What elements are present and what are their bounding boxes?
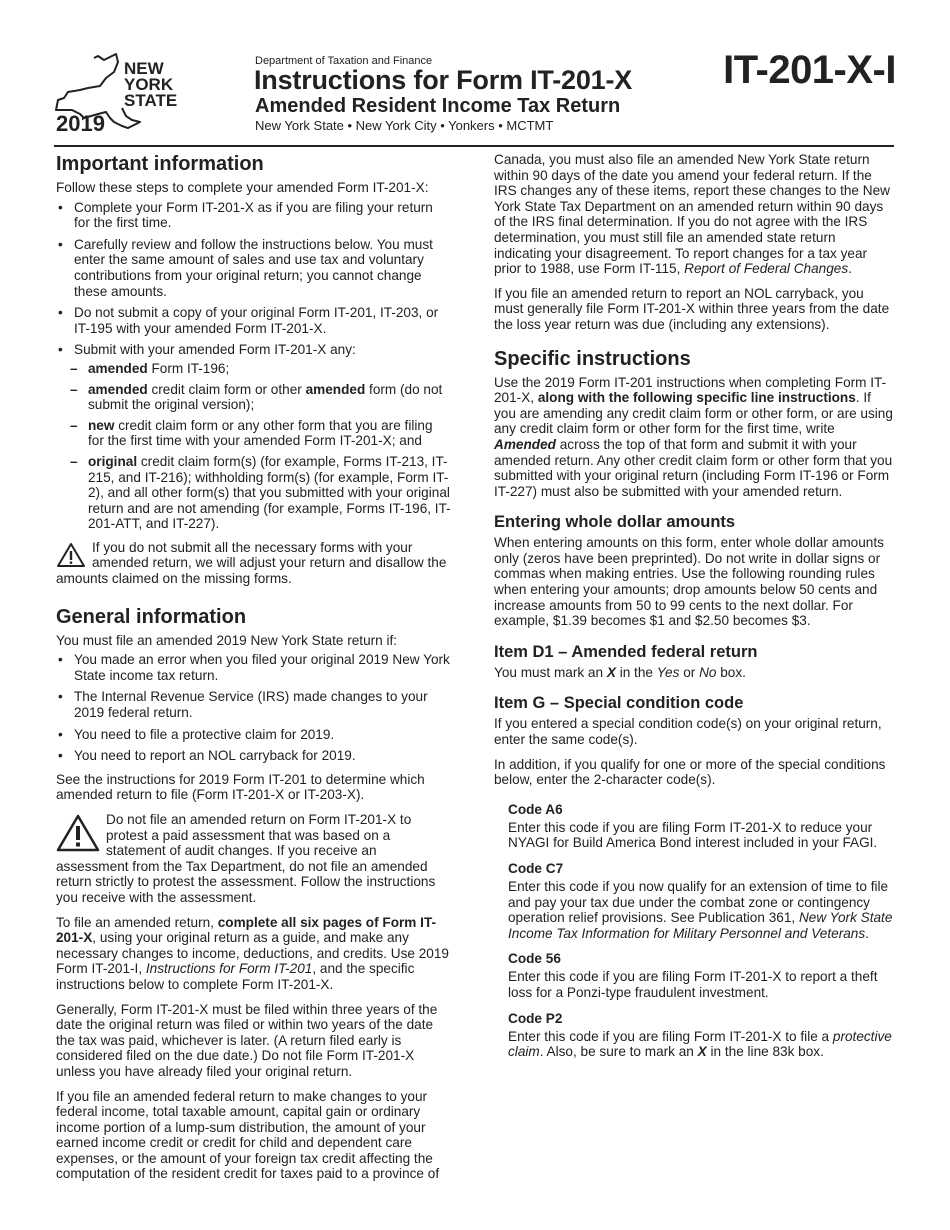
- whole-dollar-paragraph: When entering amounts on this form, enter whole dollar amounts only (zeros have been preprinted). Do not write in dollar signs or commas when making entries. Use the following rounding rules when entering your amounts; drop amounts below 50 cents and increase amounts from 50 to 99 cents to the next dollar. For example, $1.39 becomes $1 and $2.50 becomes $3.: [494, 535, 884, 629]
- list-item-text: Submit with your amended Form IT-201-X any:: [74, 342, 356, 358]
- department-name: Department of Taxation and Finance: [255, 55, 433, 67]
- whole-dollar-section: [494, 513, 896, 629]
- code-text: [508, 879, 896, 941]
- list-item: • You need to file a protective claim for 2019.: [56, 727, 452, 743]
- text: credit claim form(s) (for example, Forms IT-213, IT-215, and IT-216); withholding form(s) (for example, Form IT-2), and all other form(s) that you submitted with your original return and are not amending (for example, Forms IT-196, IT-201-ATT, and IT-227).: [88, 453, 451, 532]
- code-title: Code C7: [508, 861, 564, 876]
- text: box.: [716, 664, 746, 680]
- bold-italic-text: X: [606, 664, 616, 680]
- text: . If you are amending any credit claim form or other form, or are using any credit claim form or other form for the first time, write: [494, 390, 893, 437]
- code-p2: [508, 1011, 896, 1060]
- item-d1-paragraph: [494, 665, 896, 681]
- code-title: Code A6: [508, 801, 563, 817]
- new-york-state-logo: [54, 52, 184, 134]
- text: , and the specific instructions below to complete Form IT-201-X.: [56, 961, 415, 992]
- text: Canada, you must also file an amended New York State return within 90 days of the date you amend your federal return. If the IRS changes any of these items, report these changes to the New York State Tax Department on an amended return within 90 days of the IRS final determination. If you do not agree with the IRS determination, you must still file an amended state return indicating your disagreement. To report changes for a tax year prior to 1988, use Form IT-115,: [494, 152, 890, 277]
- page-title: Instructions for Form IT-201-X: [254, 65, 633, 95]
- list-item: • Complete your Form IT-201-X as if you are filing your return for the first time.: [56, 200, 452, 231]
- item-g-paragraph: If you entered a special condition code(s) on your original return, enter the same code(s).: [494, 716, 882, 748]
- logo-year: 2019: [56, 111, 105, 134]
- sublist-item: [56, 418, 452, 449]
- general-paragraph: If you file an amended return to report an NOL carryback, you must generally file Form IT-201-X within three years from the date the loss year return was due (including any extensions).: [494, 285, 890, 332]
- bold-text: along with the following specific line instructions: [537, 390, 856, 406]
- specific-instructions-section: [494, 347, 896, 500]
- general-list: [56, 652, 452, 764]
- text: .: [865, 925, 869, 941]
- bold-text: complete all six pages of Form IT-201-X: [56, 914, 437, 946]
- list-item: • You made an error when you filed your original 2019 New York State income tax return.: [56, 652, 452, 683]
- code-title: Code 56: [508, 951, 561, 967]
- warning-text: Do not file an amended return on Form IT-201-X to protest a paid assessment that was based on a statement of audit changes. If you receive an assessment from the Tax Department, do not file an amended return strictly to protest the assessment. Follow the instructions you receive with the assessment.: [56, 812, 436, 905]
- protest-warning: [56, 812, 452, 906]
- logo-word-state: STATE: [124, 91, 178, 110]
- text: form (do not submit the original version);: [88, 381, 443, 413]
- general-information-section: [56, 605, 452, 1182]
- important-information-section: [56, 152, 452, 587]
- text: Form IT-196;: [147, 360, 230, 376]
- left-column: [56, 152, 452, 1191]
- general-paragraph-continued: [494, 152, 896, 277]
- important-heading: Important information: [56, 153, 264, 175]
- code-title: Code P2: [508, 1010, 563, 1026]
- code-a6: [508, 802, 896, 851]
- list-item: [56, 342, 452, 532]
- general-paragraph: If you file an amended federal return to make changes to your federal income, total taxable amount, capital gain or ordinary income portion of a lump-sum distribution, the amount of your earned income credit or credit for child and dependent care expenses, or the amount of your foreign tax credit affecting the computation of the resident credit for taxes paid to a province of: [56, 1088, 440, 1182]
- specific-heading: Specific instructions: [494, 347, 691, 370]
- sublist-item: [56, 382, 452, 413]
- code-c7: [508, 861, 896, 941]
- text: credit claim form or other: [147, 381, 306, 397]
- item-d1-heading: Item D1 – Amended federal return: [494, 642, 758, 661]
- general-heading: General information: [56, 605, 247, 628]
- logo-word-york: YORK: [124, 75, 174, 94]
- item-g-section: [494, 694, 896, 1059]
- italic-text: Yes: [656, 664, 680, 680]
- text: Enter this code if you are filing Form IT-201-X to file a: [508, 1028, 833, 1044]
- text: To file an amended return,: [56, 914, 218, 930]
- bold-text: amended: [305, 381, 366, 397]
- code-text: Enter this code if you are filing Form IT-201-X to report a theft loss for a Ponzi-type fraudulent investment.: [508, 969, 878, 1000]
- item-d1-section: [494, 643, 896, 681]
- item-g-paragraph: In addition, if you qualify for one or more of the special conditions below, enter the 2-character code(s).: [494, 756, 886, 788]
- code-text: Enter this code if you are filing Form IT-201-X to reduce your NYAGI for Build America Bond interest included in your FAGI.: [508, 819, 878, 851]
- text: in the: [615, 664, 657, 680]
- list-item: • You need to report an NOL carryback for 2019.: [56, 748, 452, 764]
- important-list: [56, 200, 452, 532]
- italic-text: protective claim: [508, 1028, 892, 1060]
- bold-text: original: [88, 453, 138, 469]
- header-divider: [54, 145, 894, 147]
- text: in the line 83k box.: [706, 1044, 824, 1060]
- general-intro: You must file an amended 2019 New York State return if:: [56, 632, 398, 648]
- jurisdictions: New York State • New York City • Yonkers • MCTMT: [255, 118, 554, 133]
- list-item: • The Internal Revenue Service (IRS) made changes to your 2019 federal return.: [56, 689, 452, 720]
- general-paragraph: [56, 915, 452, 993]
- text: .: [848, 261, 852, 277]
- text: across the top of that form and submit it with your amended return. Any other credit claim form or other form that you submitted with your original return (including Form IT-196 or Form IT-227) must also be submitted with your amended return.: [494, 436, 893, 499]
- bold-text: amended: [88, 360, 148, 376]
- warning-icon: [56, 542, 86, 568]
- general-paragraph: Generally, Form IT-201-X must be filed within three years of the date the original return was filed or within two years of the date the tax was paid, whichever is later. (A return filed early is considered filed on the due date.) Do not file Form IT-201-X unless you have already filed your original return.: [56, 1001, 438, 1079]
- warning-text: If you do not submit all the necessary forms with your amended return, we will adjust your return and disallow the amounts claimed on the missing forms.: [56, 539, 447, 587]
- code-56: [508, 951, 896, 1000]
- code-text: [508, 1029, 896, 1060]
- list-item: • Carefully review and follow the instructions below. You must enter the same amount of sales and use tax and voluntary contributions from your original return; you cannot change these amounts.: [56, 237, 452, 299]
- text: . Also, be sure to mark an: [539, 1044, 698, 1060]
- submit-sublist: [74, 361, 452, 532]
- item-g-heading: Item G – Special condition code: [494, 694, 744, 713]
- list-item: • Do not submit a copy of your original Form IT-201, IT-203, or IT-195 with your amended Form IT-201-X.: [56, 305, 452, 336]
- text: You must mark an: [494, 664, 607, 680]
- text: credit claim form or any other form that you are filing for the first time with your amended Form IT-201-X; and: [88, 417, 433, 449]
- whole-dollar-heading: Entering whole dollar amounts: [494, 513, 736, 532]
- page-header: [0, 0, 950, 150]
- text: Use the 2019 Form IT-201 instructions when completing Form IT-201-X,: [494, 374, 887, 406]
- bold-italic-text: Amended: [494, 436, 556, 452]
- form-number: IT-201-X-I: [723, 48, 896, 92]
- right-column: [494, 152, 896, 1070]
- text: or: [679, 664, 700, 680]
- important-intro: Follow these steps to complete your amended Form IT-201-X:: [56, 180, 429, 195]
- italic-text: Report of Federal Changes: [684, 261, 849, 277]
- sublist-item: [56, 361, 452, 377]
- italic-text: Instructions for Form IT-201: [145, 961, 313, 977]
- bold-text: new: [88, 417, 115, 433]
- bold-text: amended: [88, 381, 148, 397]
- specific-paragraph: [494, 375, 896, 500]
- general-paragraph: See the instructions for 2019 Form IT-201 to determine which amended return to file (Form IT-201-X or IT-203-X).: [56, 771, 425, 803]
- sublist-item: [56, 454, 452, 532]
- italic-text: New York State Income Tax Information for Military Personnel and Veterans: [508, 910, 893, 941]
- text: Enter this code if you now qualify for an extension of time to file and pay your tax due under the combat zone or contingency operation relief provisions. See Publication 361,: [508, 879, 889, 926]
- italic-text: No: [699, 664, 717, 680]
- warning-icon: [56, 814, 100, 852]
- missing-forms-warning: [56, 540, 452, 587]
- page-subtitle: Amended Resident Income Tax Return: [255, 95, 621, 117]
- logo-word-new: NEW: [124, 59, 164, 78]
- text: , using your original return as a guide, and make any necessary changes to income, deductions, and credits. Use 2019 Form IT-201-I,: [56, 930, 449, 977]
- bold-italic-text: X: [697, 1044, 707, 1060]
